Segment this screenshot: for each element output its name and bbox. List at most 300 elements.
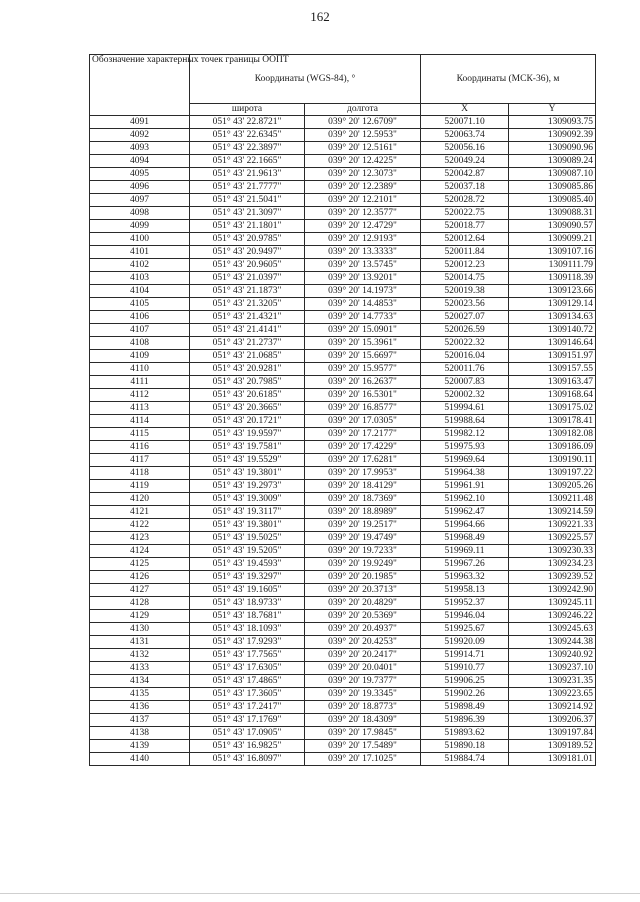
cell-latitude: 051° 43' 20.9497" bbox=[190, 246, 305, 259]
cell-longitude: 039° 20' 12.9193" bbox=[305, 233, 421, 246]
cell-y: 1309123.66 bbox=[509, 285, 596, 298]
cell-x: 520071.10 bbox=[421, 116, 509, 129]
cell-x: 520022.32 bbox=[421, 337, 509, 350]
cell-longitude: 039° 20' 20.4937" bbox=[305, 623, 421, 636]
cell-point-id: 4139 bbox=[90, 740, 190, 753]
cell-y: 1309182.08 bbox=[509, 428, 596, 441]
cell-x: 520007.83 bbox=[421, 376, 509, 389]
cell-point-id: 4129 bbox=[90, 610, 190, 623]
cell-longitude: 039° 20' 12.5161" bbox=[305, 142, 421, 155]
cell-longitude: 039° 20' 12.6709" bbox=[305, 116, 421, 129]
cell-point-id: 4110 bbox=[90, 363, 190, 376]
cell-latitude: 051° 43' 17.3605" bbox=[190, 688, 305, 701]
table-row bbox=[90, 129, 596, 142]
cell-x: 520011.76 bbox=[421, 363, 509, 376]
cell-x: 520012.23 bbox=[421, 259, 509, 272]
cell-latitude: 051° 43' 17.6305" bbox=[190, 662, 305, 675]
table-row bbox=[90, 753, 596, 766]
cell-longitude: 039° 20' 20.1985" bbox=[305, 571, 421, 584]
cell-latitude: 051° 43' 19.9597" bbox=[190, 428, 305, 441]
cell-point-id: 4094 bbox=[90, 155, 190, 168]
table-row bbox=[90, 701, 596, 714]
cell-x: 520022.75 bbox=[421, 207, 509, 220]
cell-longitude: 039° 20' 18.7369" bbox=[305, 493, 421, 506]
cell-latitude: 051° 43' 20.9281" bbox=[190, 363, 305, 376]
cell-y: 1309244.38 bbox=[509, 636, 596, 649]
cell-x: 519914.71 bbox=[421, 649, 509, 662]
cell-point-id: 4098 bbox=[90, 207, 190, 220]
table-row bbox=[90, 376, 596, 389]
cell-point-id: 4092 bbox=[90, 129, 190, 142]
cell-longitude: 039° 20' 17.9845" bbox=[305, 727, 421, 740]
cell-point-id: 4106 bbox=[90, 311, 190, 324]
cell-x: 520056.16 bbox=[421, 142, 509, 155]
cell-y: 1309092.39 bbox=[509, 129, 596, 142]
cell-latitude: 051° 43' 19.3297" bbox=[190, 571, 305, 584]
cell-longitude: 039° 20' 20.0401" bbox=[305, 662, 421, 675]
cell-x: 520012.64 bbox=[421, 233, 509, 246]
cell-y: 1309240.92 bbox=[509, 649, 596, 662]
cell-y: 1309134.63 bbox=[509, 311, 596, 324]
cell-x: 519946.04 bbox=[421, 610, 509, 623]
table-row bbox=[90, 441, 596, 454]
cell-latitude: 051° 43' 17.9293" bbox=[190, 636, 305, 649]
cell-longitude: 039° 20' 20.4253" bbox=[305, 636, 421, 649]
cell-x: 519925.67 bbox=[421, 623, 509, 636]
cell-latitude: 051° 43' 21.9613" bbox=[190, 168, 305, 181]
table-row bbox=[90, 649, 596, 662]
cell-latitude: 051° 43' 21.2737" bbox=[190, 337, 305, 350]
cell-y: 1309087.10 bbox=[509, 168, 596, 181]
cell-point-id: 4132 bbox=[90, 649, 190, 662]
cell-point-id: 4105 bbox=[90, 298, 190, 311]
cell-y: 1309111.79 bbox=[509, 259, 596, 272]
cell-point-id: 4126 bbox=[90, 571, 190, 584]
cell-longitude: 039° 20' 18.4309" bbox=[305, 714, 421, 727]
cell-x: 519952.37 bbox=[421, 597, 509, 610]
cell-x: 519884.74 bbox=[421, 753, 509, 766]
cell-latitude: 051° 43' 19.3801" bbox=[190, 467, 305, 480]
cell-latitude: 051° 43' 20.6185" bbox=[190, 389, 305, 402]
cell-latitude: 051° 43' 19.7581" bbox=[190, 441, 305, 454]
table-row bbox=[90, 363, 596, 376]
cell-y: 1309237.10 bbox=[509, 662, 596, 675]
table-row bbox=[90, 610, 596, 623]
cell-latitude: 051° 43' 21.3097" bbox=[190, 207, 305, 220]
cell-point-id: 4114 bbox=[90, 415, 190, 428]
table-row bbox=[90, 623, 596, 636]
cell-latitude: 051° 43' 19.5205" bbox=[190, 545, 305, 558]
cell-point-id: 4097 bbox=[90, 194, 190, 207]
cell-longitude: 039° 20' 17.4229" bbox=[305, 441, 421, 454]
table-row bbox=[90, 597, 596, 610]
cell-x: 519988.64 bbox=[421, 415, 509, 428]
table-row bbox=[90, 454, 596, 467]
cell-longitude: 039° 20' 16.2637" bbox=[305, 376, 421, 389]
cell-longitude: 039° 20' 13.5745" bbox=[305, 259, 421, 272]
cell-latitude: 051° 43' 21.7777" bbox=[190, 181, 305, 194]
table-row bbox=[90, 415, 596, 428]
table-row bbox=[90, 675, 596, 688]
cell-latitude: 051° 43' 21.1873" bbox=[190, 285, 305, 298]
cell-latitude: 051° 43' 19.5025" bbox=[190, 532, 305, 545]
cell-x: 519890.18 bbox=[421, 740, 509, 753]
cell-y: 1309099.21 bbox=[509, 233, 596, 246]
cell-longitude: 039° 20' 14.4853" bbox=[305, 298, 421, 311]
cell-point-id: 4103 bbox=[90, 272, 190, 285]
cell-y: 1309245.63 bbox=[509, 623, 596, 636]
cell-latitude: 051° 43' 22.1665" bbox=[190, 155, 305, 168]
table-row bbox=[90, 324, 596, 337]
cell-point-id: 4136 bbox=[90, 701, 190, 714]
table-row bbox=[90, 285, 596, 298]
cell-longitude: 039° 20' 17.1025" bbox=[305, 753, 421, 766]
cell-longitude: 039° 20' 20.3713" bbox=[305, 584, 421, 597]
cell-latitude: 051° 43' 19.3009" bbox=[190, 493, 305, 506]
cell-longitude: 039° 20' 12.2389" bbox=[305, 181, 421, 194]
cell-point-id: 4091 bbox=[90, 116, 190, 129]
cell-y: 1309118.39 bbox=[509, 272, 596, 285]
cell-x: 519906.25 bbox=[421, 675, 509, 688]
cell-y: 1309085.86 bbox=[509, 181, 596, 194]
table-row bbox=[90, 428, 596, 441]
table-header bbox=[90, 55, 596, 116]
cell-y: 1309246.22 bbox=[509, 610, 596, 623]
cell-point-id: 4095 bbox=[90, 168, 190, 181]
cell-y: 1309151.97 bbox=[509, 350, 596, 363]
cell-latitude: 051° 43' 19.2973" bbox=[190, 480, 305, 493]
cell-latitude: 051° 43' 21.4141" bbox=[190, 324, 305, 337]
cell-longitude: 039° 20' 14.7733" bbox=[305, 311, 421, 324]
cell-longitude: 039° 20' 17.6281" bbox=[305, 454, 421, 467]
cell-longitude: 039° 20' 19.4749" bbox=[305, 532, 421, 545]
cell-x: 520027.07 bbox=[421, 311, 509, 324]
cell-x: 520028.72 bbox=[421, 194, 509, 207]
cell-y: 1309089.24 bbox=[509, 155, 596, 168]
cell-point-id: 4096 bbox=[90, 181, 190, 194]
cell-latitude: 051° 43' 18.1093" bbox=[190, 623, 305, 636]
cell-longitude: 039° 20' 13.9201" bbox=[305, 272, 421, 285]
cell-x: 519910.77 bbox=[421, 662, 509, 675]
header-longitude: долгота bbox=[305, 104, 421, 116]
cell-x: 519964.38 bbox=[421, 467, 509, 480]
header-point-id: Обозначение характерных точек границы ООПТ bbox=[90, 55, 190, 116]
cell-latitude: 051° 43' 17.4865" bbox=[190, 675, 305, 688]
cell-x: 519902.26 bbox=[421, 688, 509, 701]
cell-y: 1309230.33 bbox=[509, 545, 596, 558]
cell-longitude: 039° 20' 19.3345" bbox=[305, 688, 421, 701]
cell-point-id: 4131 bbox=[90, 636, 190, 649]
table-row bbox=[90, 181, 596, 194]
cell-point-id: 4118 bbox=[90, 467, 190, 480]
cell-y: 1309242.90 bbox=[509, 584, 596, 597]
cell-point-id: 4111 bbox=[90, 376, 190, 389]
cell-x: 520037.18 bbox=[421, 181, 509, 194]
cell-x: 519994.61 bbox=[421, 402, 509, 415]
cell-y: 1309231.35 bbox=[509, 675, 596, 688]
table-row bbox=[90, 298, 596, 311]
cell-latitude: 051° 43' 18.9733" bbox=[190, 597, 305, 610]
cell-longitude: 039° 20' 12.3577" bbox=[305, 207, 421, 220]
cell-latitude: 051° 43' 20.9785" bbox=[190, 233, 305, 246]
cell-y: 1309211.48 bbox=[509, 493, 596, 506]
cell-longitude: 039° 20' 19.9249" bbox=[305, 558, 421, 571]
cell-y: 1309197.22 bbox=[509, 467, 596, 480]
cell-point-id: 4128 bbox=[90, 597, 190, 610]
cell-longitude: 039° 20' 15.0901" bbox=[305, 324, 421, 337]
cell-latitude: 051° 43' 16.8097" bbox=[190, 753, 305, 766]
cell-point-id: 4104 bbox=[90, 285, 190, 298]
cell-x: 520002.32 bbox=[421, 389, 509, 402]
table-row bbox=[90, 519, 596, 532]
table-row bbox=[90, 545, 596, 558]
cell-y: 1309140.72 bbox=[509, 324, 596, 337]
cell-longitude: 039° 20' 15.3961" bbox=[305, 337, 421, 350]
cell-y: 1309221.33 bbox=[509, 519, 596, 532]
table-row bbox=[90, 389, 596, 402]
cell-point-id: 4135 bbox=[90, 688, 190, 701]
cell-point-id: 4116 bbox=[90, 441, 190, 454]
cell-point-id: 4119 bbox=[90, 480, 190, 493]
cell-latitude: 051° 43' 22.6345" bbox=[190, 129, 305, 142]
table-row bbox=[90, 207, 596, 220]
cell-point-id: 4113 bbox=[90, 402, 190, 415]
cell-y: 1309186.09 bbox=[509, 441, 596, 454]
cell-longitude: 039° 20' 12.4225" bbox=[305, 155, 421, 168]
cell-x: 519896.39 bbox=[421, 714, 509, 727]
bottom-divider bbox=[0, 893, 640, 894]
table-row bbox=[90, 246, 596, 259]
table-row bbox=[90, 584, 596, 597]
cell-longitude: 039° 20' 14.1973" bbox=[305, 285, 421, 298]
cell-longitude: 039° 20' 19.7233" bbox=[305, 545, 421, 558]
cell-point-id: 4127 bbox=[90, 584, 190, 597]
cell-point-id: 4100 bbox=[90, 233, 190, 246]
cell-y: 1309085.40 bbox=[509, 194, 596, 207]
cell-y: 1309245.11 bbox=[509, 597, 596, 610]
cell-point-id: 4102 bbox=[90, 259, 190, 272]
cell-latitude: 051° 43' 20.7985" bbox=[190, 376, 305, 389]
cell-y: 1309223.65 bbox=[509, 688, 596, 701]
table-row bbox=[90, 714, 596, 727]
cell-x: 519975.93 bbox=[421, 441, 509, 454]
table-row bbox=[90, 506, 596, 519]
cell-point-id: 4124 bbox=[90, 545, 190, 558]
cell-longitude: 039° 20' 12.3073" bbox=[305, 168, 421, 181]
cell-y: 1309175.02 bbox=[509, 402, 596, 415]
cell-point-id: 4109 bbox=[90, 350, 190, 363]
cell-longitude: 039° 20' 17.9953" bbox=[305, 467, 421, 480]
table-row bbox=[90, 233, 596, 246]
table-row bbox=[90, 727, 596, 740]
table-row bbox=[90, 532, 596, 545]
cell-latitude: 051° 43' 21.5041" bbox=[190, 194, 305, 207]
cell-point-id: 4108 bbox=[90, 337, 190, 350]
table-row bbox=[90, 688, 596, 701]
cell-latitude: 051° 43' 21.0397" bbox=[190, 272, 305, 285]
cell-y: 1309178.41 bbox=[509, 415, 596, 428]
cell-y: 1309157.55 bbox=[509, 363, 596, 376]
cell-latitude: 051° 43' 22.8721" bbox=[190, 116, 305, 129]
cell-x: 519967.26 bbox=[421, 558, 509, 571]
cell-latitude: 051° 43' 16.9825" bbox=[190, 740, 305, 753]
table-row bbox=[90, 311, 596, 324]
cell-point-id: 4101 bbox=[90, 246, 190, 259]
cell-x: 519969.11 bbox=[421, 545, 509, 558]
header-msk36: Координаты (МСК-36), м bbox=[421, 55, 596, 104]
cell-latitude: 051° 43' 17.0905" bbox=[190, 727, 305, 740]
cell-y: 1309093.75 bbox=[509, 116, 596, 129]
cell-point-id: 4138 bbox=[90, 727, 190, 740]
cell-point-id: 4122 bbox=[90, 519, 190, 532]
table-row bbox=[90, 155, 596, 168]
cell-x: 519898.49 bbox=[421, 701, 509, 714]
table-row bbox=[90, 467, 596, 480]
table-row bbox=[90, 220, 596, 233]
cell-longitude: 039° 20' 15.6697" bbox=[305, 350, 421, 363]
cell-x: 519920.09 bbox=[421, 636, 509, 649]
cell-longitude: 039° 20' 18.4129" bbox=[305, 480, 421, 493]
cell-longitude: 039° 20' 16.8577" bbox=[305, 402, 421, 415]
cell-longitude: 039° 20' 18.8773" bbox=[305, 701, 421, 714]
cell-x: 519963.32 bbox=[421, 571, 509, 584]
cell-point-id: 4107 bbox=[90, 324, 190, 337]
cell-longitude: 039° 20' 19.7377" bbox=[305, 675, 421, 688]
header-y: Y bbox=[509, 104, 596, 116]
header-x: X bbox=[421, 104, 509, 116]
cell-longitude: 039° 20' 18.8989" bbox=[305, 506, 421, 519]
table-row bbox=[90, 350, 596, 363]
cell-longitude: 039° 20' 12.4729" bbox=[305, 220, 421, 233]
cell-y: 1309225.57 bbox=[509, 532, 596, 545]
cell-x: 519964.66 bbox=[421, 519, 509, 532]
cell-point-id: 4140 bbox=[90, 753, 190, 766]
cell-latitude: 051° 43' 22.3897" bbox=[190, 142, 305, 155]
table-row bbox=[90, 480, 596, 493]
cell-point-id: 4117 bbox=[90, 454, 190, 467]
cell-longitude: 039° 20' 20.2417" bbox=[305, 649, 421, 662]
cell-x: 520042.87 bbox=[421, 168, 509, 181]
cell-x: 519961.91 bbox=[421, 480, 509, 493]
cell-x: 519968.49 bbox=[421, 532, 509, 545]
table-row bbox=[90, 168, 596, 181]
cell-latitude: 051° 43' 20.1721" bbox=[190, 415, 305, 428]
cell-longitude: 039° 20' 12.2101" bbox=[305, 194, 421, 207]
table-row bbox=[90, 142, 596, 155]
cell-latitude: 051° 43' 21.1801" bbox=[190, 220, 305, 233]
table-row bbox=[90, 194, 596, 207]
cell-longitude: 039° 20' 20.5369" bbox=[305, 610, 421, 623]
cell-x: 520049.24 bbox=[421, 155, 509, 168]
cell-latitude: 051° 43' 19.5529" bbox=[190, 454, 305, 467]
cell-y: 1309146.64 bbox=[509, 337, 596, 350]
cell-longitude: 039° 20' 15.9577" bbox=[305, 363, 421, 376]
cell-y: 1309107.16 bbox=[509, 246, 596, 259]
cell-x: 520011.84 bbox=[421, 246, 509, 259]
table-row bbox=[90, 662, 596, 675]
cell-y: 1309181.01 bbox=[509, 753, 596, 766]
cell-x: 520019.38 bbox=[421, 285, 509, 298]
cell-point-id: 4099 bbox=[90, 220, 190, 233]
table-row bbox=[90, 558, 596, 571]
cell-y: 1309090.96 bbox=[509, 142, 596, 155]
cell-y: 1309090.57 bbox=[509, 220, 596, 233]
table-row bbox=[90, 740, 596, 753]
cell-y: 1309190.11 bbox=[509, 454, 596, 467]
cell-y: 1309214.59 bbox=[509, 506, 596, 519]
cell-x: 520023.56 bbox=[421, 298, 509, 311]
cell-y: 1309168.64 bbox=[509, 389, 596, 402]
cell-x: 519962.47 bbox=[421, 506, 509, 519]
cell-x: 519893.62 bbox=[421, 727, 509, 740]
cell-longitude: 039° 20' 17.0305" bbox=[305, 415, 421, 428]
cell-longitude: 039° 20' 17.2177" bbox=[305, 428, 421, 441]
cell-latitude: 051° 43' 19.3801" bbox=[190, 519, 305, 532]
cell-latitude: 051° 43' 20.3665" bbox=[190, 402, 305, 415]
cell-y: 1309088.31 bbox=[509, 207, 596, 220]
table-row bbox=[90, 402, 596, 415]
cell-point-id: 4120 bbox=[90, 493, 190, 506]
cell-longitude: 039° 20' 12.5953" bbox=[305, 129, 421, 142]
cell-x: 520016.04 bbox=[421, 350, 509, 363]
cell-point-id: 4125 bbox=[90, 558, 190, 571]
cell-point-id: 4137 bbox=[90, 714, 190, 727]
cell-point-id: 4134 bbox=[90, 675, 190, 688]
page-number: 162 bbox=[310, 9, 330, 24]
cell-latitude: 051° 43' 17.2417" bbox=[190, 701, 305, 714]
header-latitude: широта bbox=[190, 104, 305, 116]
cell-latitude: 051° 43' 19.4593" bbox=[190, 558, 305, 571]
cell-latitude: 051° 43' 17.1769" bbox=[190, 714, 305, 727]
cell-y: 1309129.14 bbox=[509, 298, 596, 311]
cell-longitude: 039° 20' 19.2517" bbox=[305, 519, 421, 532]
cell-longitude: 039° 20' 17.5489" bbox=[305, 740, 421, 753]
coordinates-table bbox=[89, 54, 596, 766]
table-row bbox=[90, 116, 596, 129]
cell-y: 1309206.37 bbox=[509, 714, 596, 727]
cell-point-id: 4130 bbox=[90, 623, 190, 636]
table-row bbox=[90, 337, 596, 350]
cell-latitude: 051° 43' 21.4321" bbox=[190, 311, 305, 324]
cell-point-id: 4133 bbox=[90, 662, 190, 675]
table-row bbox=[90, 493, 596, 506]
cell-point-id: 4112 bbox=[90, 389, 190, 402]
cell-x: 519962.10 bbox=[421, 493, 509, 506]
cell-y: 1309205.26 bbox=[509, 480, 596, 493]
cell-x: 520063.74 bbox=[421, 129, 509, 142]
cell-x: 519958.13 bbox=[421, 584, 509, 597]
cell-y: 1309189.52 bbox=[509, 740, 596, 753]
cell-latitude: 051° 43' 18.7681" bbox=[190, 610, 305, 623]
cell-x: 519982.12 bbox=[421, 428, 509, 441]
cell-x: 519969.64 bbox=[421, 454, 509, 467]
table-row bbox=[90, 636, 596, 649]
cell-y: 1309234.23 bbox=[509, 558, 596, 571]
header-wgs84: Координаты (WGS-84), ° bbox=[190, 55, 421, 104]
table-row bbox=[90, 571, 596, 584]
cell-point-id: 4121 bbox=[90, 506, 190, 519]
cell-longitude: 039° 20' 16.5301" bbox=[305, 389, 421, 402]
cell-y: 1309163.47 bbox=[509, 376, 596, 389]
table-row bbox=[90, 272, 596, 285]
cell-latitude: 051° 43' 19.1605" bbox=[190, 584, 305, 597]
cell-point-id: 4115 bbox=[90, 428, 190, 441]
cell-latitude: 051° 43' 21.3205" bbox=[190, 298, 305, 311]
cell-x: 520018.77 bbox=[421, 220, 509, 233]
cell-x: 520014.75 bbox=[421, 272, 509, 285]
cell-longitude: 039° 20' 13.3333" bbox=[305, 246, 421, 259]
cell-point-id: 4123 bbox=[90, 532, 190, 545]
